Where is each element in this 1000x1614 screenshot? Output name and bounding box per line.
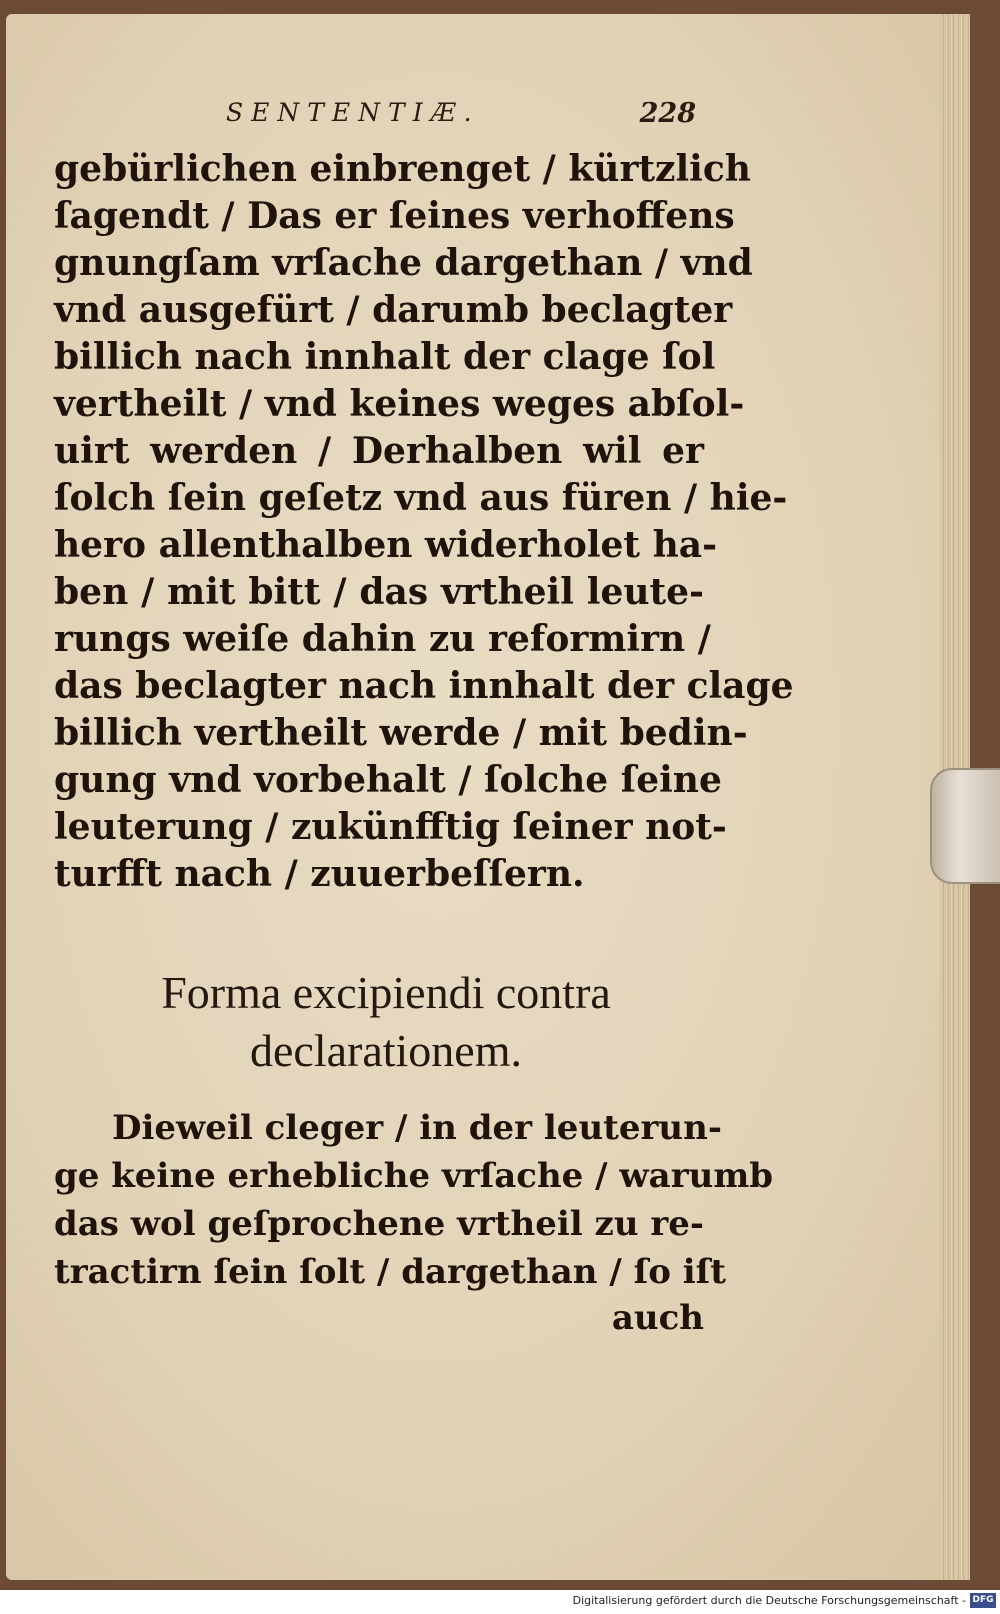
heading-line: declarationem. <box>249 1025 523 1076</box>
catchword: auch <box>611 1298 704 1338</box>
text-line: vnd ausgefürt / darumb beclagter <box>54 289 733 331</box>
text-line: gebürlichen einbrenget / kürtzlich <box>54 148 751 190</box>
text-line: tractirn ſein ſolt / dargethan / ſo iſt <box>54 1252 726 1292</box>
running-head: SENTENTIÆ. <box>226 98 480 127</box>
body-text <box>54 146 794 898</box>
page-header <box>222 96 702 136</box>
text-line: billich nach innhalt der clage ſol <box>54 336 716 378</box>
page-number: 228 <box>639 98 696 129</box>
text-line: billich vertheilt werde / mit bedin- <box>54 712 748 754</box>
text-line: uirt werden / Derhalben wil er <box>54 430 704 472</box>
text-line: gung vnd vorbehalt / ſolche ſeine <box>54 759 722 801</box>
section-text <box>54 1104 774 1296</box>
footer-credit: Digitalisierung gefördert durch die Deutsche Forschungsgemeinschaft - <box>572 1594 966 1607</box>
text-line: ge keine erhebliche vrſache / warumb <box>54 1156 774 1196</box>
heading-line: Forma excipiendi contra <box>161 967 611 1018</box>
text-line: Dieweil cleger / in der leuterun- <box>112 1108 722 1148</box>
text-line: ſolch ſein geſetz vnd aus füren / hie- <box>54 477 788 519</box>
clasp <box>930 768 1000 884</box>
section-heading <box>66 964 706 1080</box>
footer <box>0 1590 1000 1614</box>
text-line: gnungſam vrſache dargethan / vnd <box>54 242 753 284</box>
text-line: rungs weiſe dahin zu reformirn / <box>54 618 711 660</box>
text-line: das beclagter nach innhalt der clage <box>54 665 794 707</box>
text-line: vertheilt / vnd keines weges abſol- <box>54 383 745 425</box>
text-line: leuterung / zukünfftig ſeiner not- <box>54 806 727 848</box>
text-line: das wol geſprochene vrtheil zu re- <box>54 1204 705 1244</box>
book-page <box>6 14 970 1580</box>
dfg-logo: DFG <box>970 1593 996 1608</box>
text-line: turfft nach / zuuerbeſſern. <box>54 853 585 895</box>
text-line: hero allenthalben widerholet ha- <box>54 524 718 566</box>
text-line: ben / mit bitt / das vrtheil leute- <box>54 571 704 613</box>
text-line: ſagendt / Das er ſeines verhoffens <box>54 195 735 237</box>
